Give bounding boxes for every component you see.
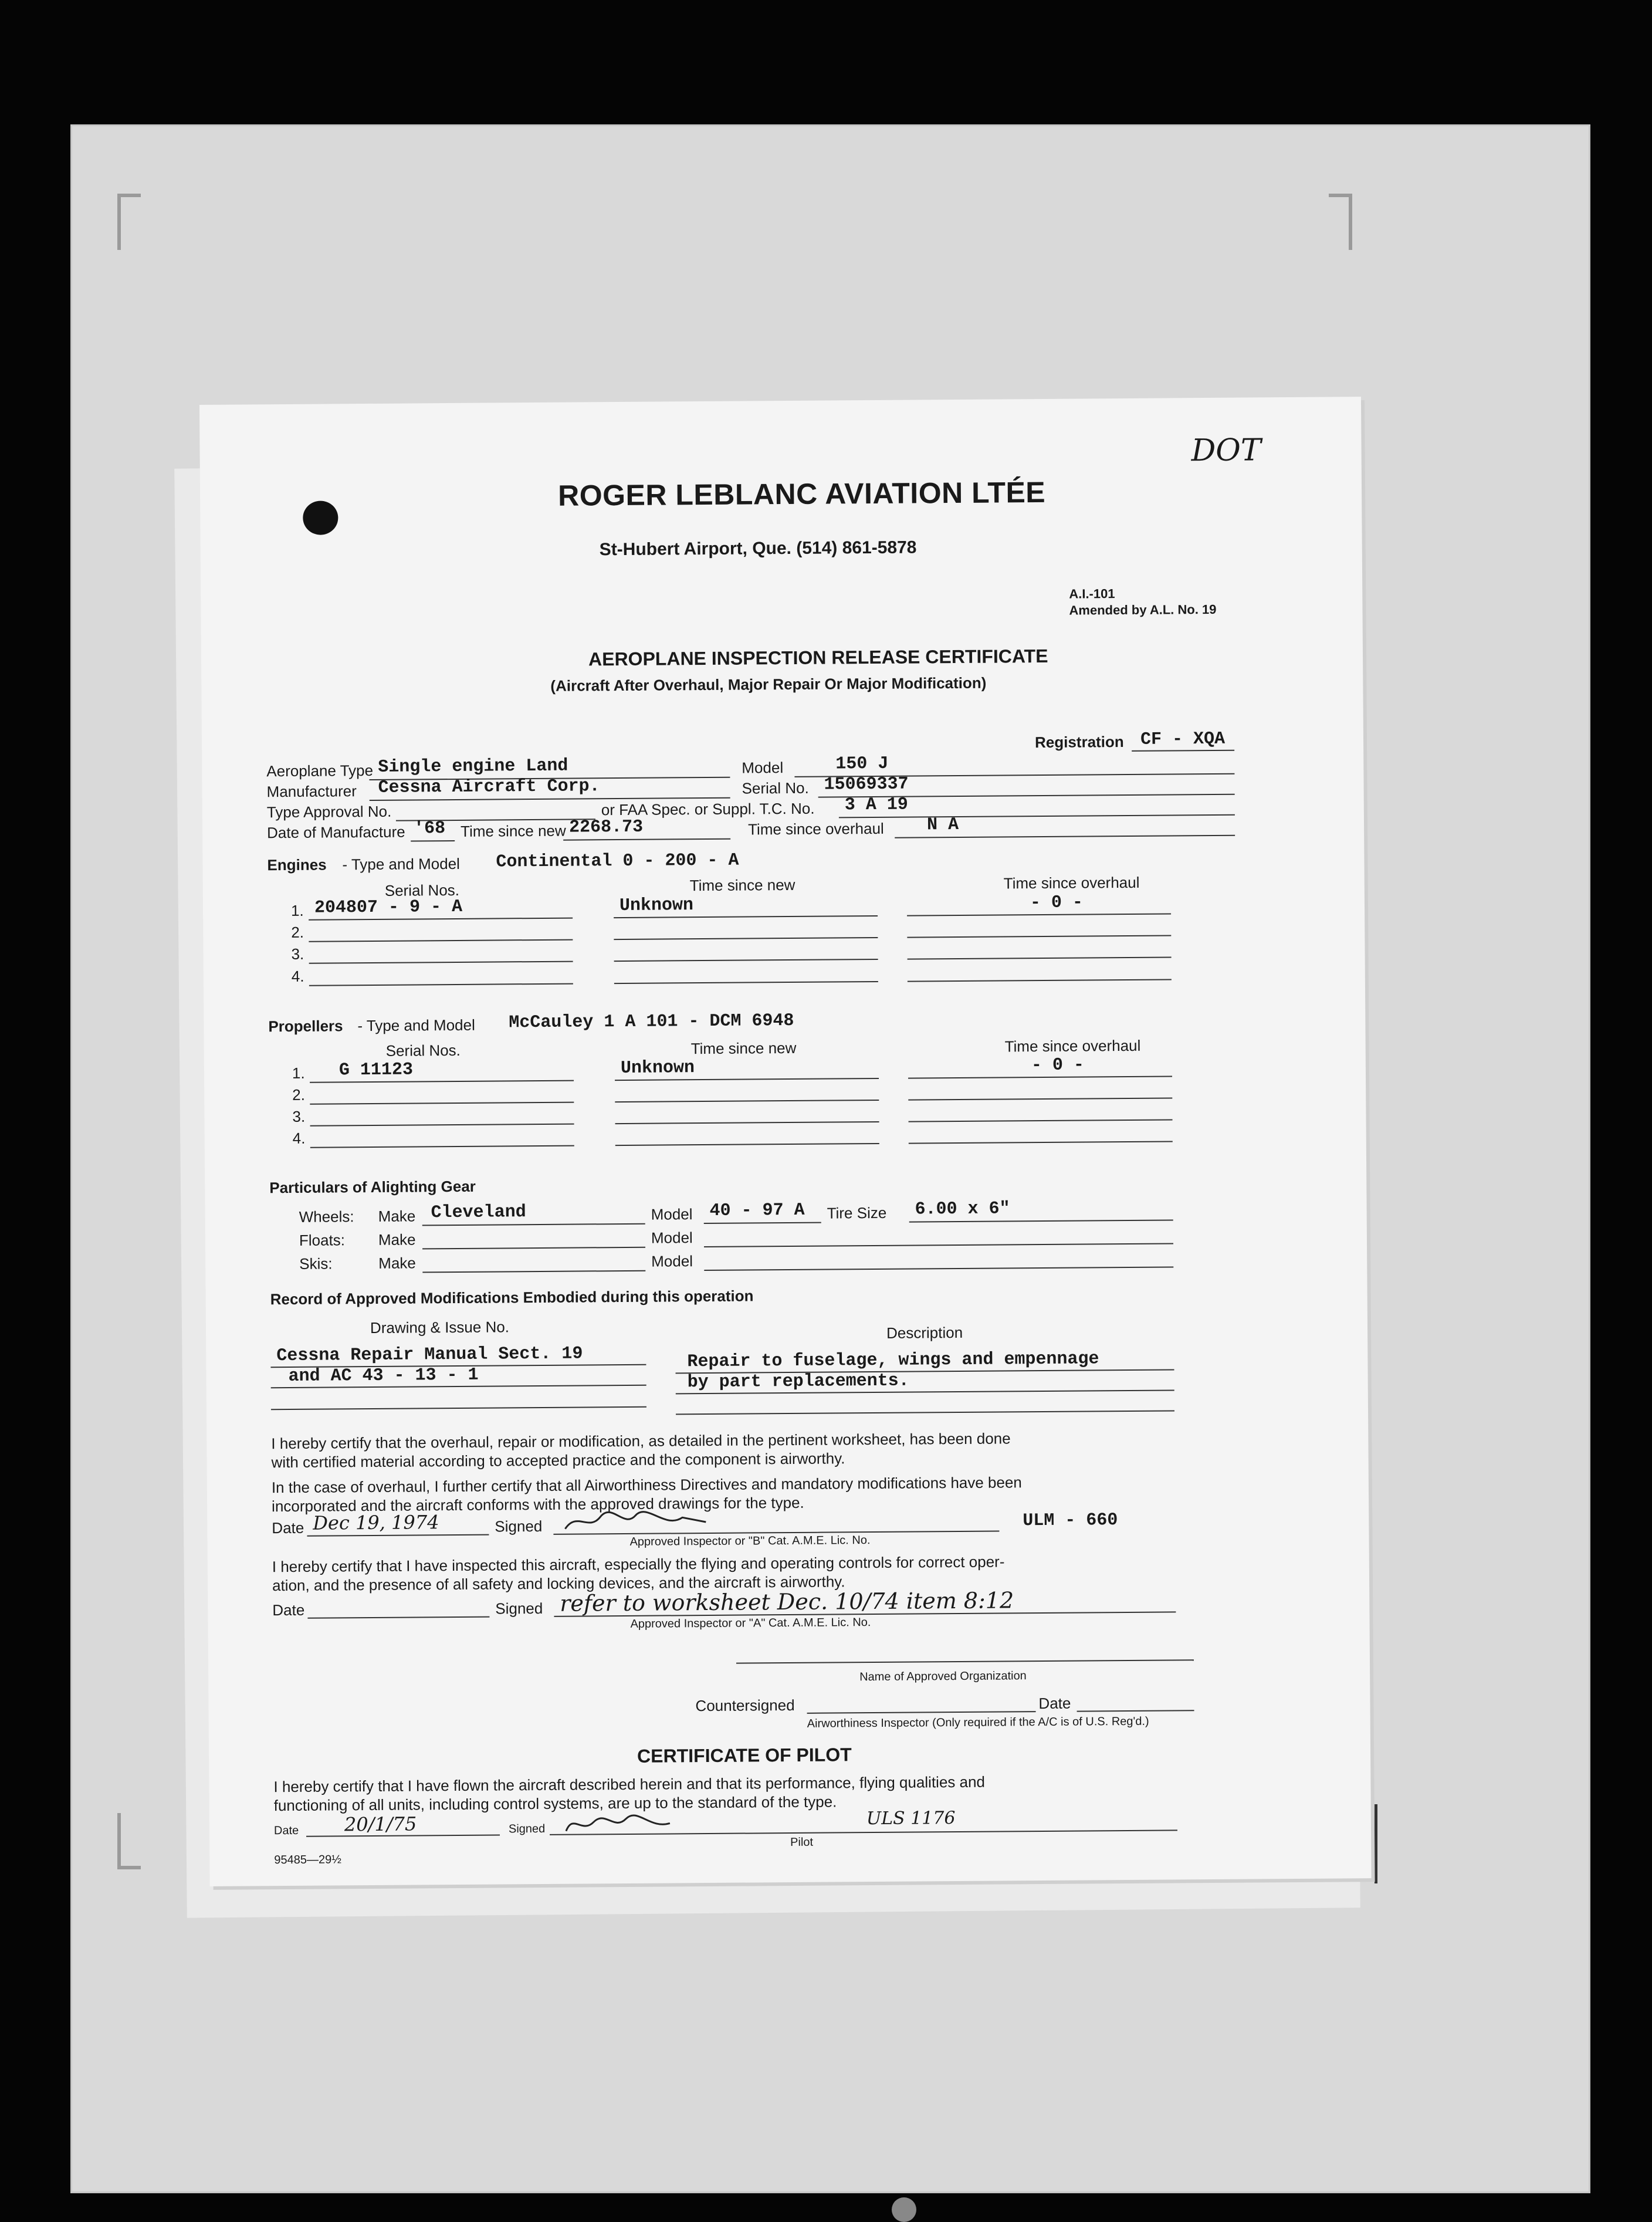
time-new-value: 2268.73: [568, 817, 644, 838]
propellers-col-overhaul: Time since overhaul: [1004, 1036, 1141, 1056]
engines-col-new: Time since new: [689, 875, 795, 895]
pilot-para-line-1: I hereby certify that I have flown the aircraft described herein and that its performance, flying qualities and: [273, 1773, 986, 1796]
propeller-1-time-overhaul: - 0 -: [1031, 1055, 1085, 1076]
signed-label-1: Signed: [495, 1517, 543, 1536]
form-code: A.I.-101: [1069, 586, 1115, 601]
corner-mark-top-left: [117, 194, 141, 250]
serial-value: 15069337: [824, 774, 909, 795]
type-approval-label: Type Approval No.: [266, 802, 392, 821]
date-label-2: Date: [272, 1601, 305, 1619]
pilot-signed-label: Signed: [508, 1822, 546, 1836]
corner-mark-bottom-left: [117, 1813, 141, 1869]
certificate-title: AEROPLANE INSPECTION RELEASE CERTIFICATE: [588, 645, 1048, 670]
propeller-row-1-num: 1.: [292, 1064, 305, 1082]
corner-note: DOT: [1191, 432, 1261, 469]
a-inspector-caption: Approved Inspector or "A" Cat. A.M.E. Lic. No.: [630, 1616, 871, 1631]
time-new-label: Time since new: [460, 821, 566, 840]
mods-desc-2: by part replacements.: [687, 1371, 909, 1393]
propeller-row-3-num: 3.: [292, 1107, 306, 1125]
cert-para-3-line-1: I hereby certify that I have inspected this aircraft, especially the flying and operating controls for correct oper-: [272, 1553, 1005, 1576]
mods-drawing-2: and AC 43 - 13 - 1: [288, 1365, 479, 1386]
engine-1-serial: 204807 - 9 - A: [314, 897, 463, 918]
countersigned-date-label: Date: [1038, 1694, 1071, 1713]
mods-drawing-1: Cessna Repair Manual Sect. 19: [276, 1344, 583, 1367]
amendment-note: Amended by A.L. No. 19: [1069, 601, 1217, 618]
propellers-sublabel: - Type and Model: [357, 1016, 475, 1035]
wheels-label: Wheels:: [299, 1208, 354, 1226]
skis-model-label: Model: [651, 1252, 693, 1270]
engines-col-overhaul: Time since overhaul: [1003, 873, 1140, 892]
airworthiness-caption: Airworthiness Inspector (Only required if the A/C is of U.S. Reg'd.): [807, 1714, 1149, 1730]
mods-label: Record of Approved Modifications Embodied during this operation: [270, 1287, 754, 1308]
b-inspector-caption: Approved Inspector or "B" Cat. A.M.E. Lic. No.: [629, 1534, 871, 1548]
manufacturer-value: Cessna Aircraft Corp.: [378, 776, 600, 798]
propellers-col-serial: Serial Nos.: [385, 1041, 461, 1060]
engine-1-time-new: Unknown: [619, 895, 694, 916]
engine-row-3-num: 3.: [291, 945, 304, 963]
model-value: 150 J: [835, 753, 889, 775]
faa-value: 3 A 19: [844, 794, 908, 816]
pilot-license-value: ULS 1176: [866, 1808, 956, 1829]
signed-value-2: refer to worksheet Dec. 10/74 item 8:12: [560, 1587, 1014, 1616]
skis-label: Skis:: [299, 1254, 333, 1273]
model-label: Model: [742, 759, 784, 777]
pilot-cert-title: CERTIFICATE OF PILOT: [637, 1744, 852, 1767]
propellers-col-new: Time since new: [690, 1039, 797, 1058]
cert-para-2-line-2: incorporated and the aircraft conforms with the approved drawings for the type.: [272, 1493, 804, 1516]
company-name: ROGER LEBLANC AVIATION LTÉE: [557, 475, 1046, 512]
gear-label: Particulars of Alighting Gear: [269, 1177, 476, 1197]
cert-para-1-line-2: with certified material according to accepted practice and the component is airworthy.: [271, 1449, 845, 1472]
aeroplane-type-label: Aeroplane Type: [266, 761, 374, 780]
pilot-date-value: 20/1/75: [344, 1812, 417, 1836]
wheels-model-label: Model: [651, 1205, 693, 1223]
engines-col-serial: Serial Nos.: [384, 881, 460, 899]
signed-label-2: Signed: [495, 1599, 543, 1618]
time-overhaul-line: [895, 835, 1235, 838]
corner-mark-top-right: [1329, 194, 1352, 250]
engines-type-model: Continental 0 - 200 - A: [496, 850, 739, 872]
registration-label: Registration: [1034, 733, 1124, 752]
faa-label: or FAA Spec. or Suppl. T.C. No.: [601, 799, 815, 819]
pilot-caption: Pilot: [790, 1835, 814, 1849]
certificate-subtitle: (Aircraft After Overhaul, Major Repair Or Major Modification): [550, 674, 987, 695]
engine-row-1-num: 1.: [290, 901, 304, 919]
certificate-document: [199, 397, 1372, 1886]
tire-size-label: Tire Size: [827, 1203, 887, 1222]
engines-label: Engines: [267, 855, 327, 874]
propeller-1-serial: G 11123: [338, 1060, 414, 1081]
floats-make-label: Make: [378, 1230, 416, 1249]
registration-value: CF - XQA: [1140, 729, 1226, 750]
pilot-para-line-2: functioning of all units, including control systems, are up to the standard of the type.: [273, 1793, 837, 1815]
date-label-1: Date: [272, 1518, 304, 1537]
engine-row-2-num: 2.: [291, 923, 304, 941]
date-manufacture-label: Date of Manufacture: [266, 823, 405, 842]
time-overhaul-value: N A: [926, 814, 959, 836]
margin-bar: [1375, 1804, 1377, 1883]
pilot-date-label: Date: [273, 1824, 299, 1838]
cert-para-3-line-2: ation, and the presence of all safety and locking devices, and the aircraft is airworthy.: [272, 1572, 845, 1595]
engine-1-time-overhaul: - 0 -: [1030, 892, 1084, 914]
time-new-line: [563, 838, 730, 841]
aeroplane-type-value: Single engine Land: [378, 756, 568, 777]
manufacturer-label: Manufacturer: [266, 782, 357, 801]
propellers-type-model: McCauley 1 A 101 - DCM 6948: [509, 1010, 794, 1033]
time-overhaul-label: Time since overhaul: [747, 819, 884, 838]
date-manufacture-value: '68: [413, 819, 446, 839]
b-license-value: ULM - 660: [1023, 1510, 1118, 1531]
cert-para-1-line-1: I hereby certify that the overhaul, repair or modification, as detailed in the pertinent worksheet, has been done: [271, 1429, 1011, 1453]
mods-col-description: Description: [886, 1323, 963, 1342]
tire-size-value: 6.00 x 6": [915, 1199, 1010, 1220]
registration-line: [1132, 750, 1234, 752]
date-value-1: Dec 19, 1974: [313, 1511, 439, 1534]
wheels-make-label: Make: [378, 1207, 416, 1225]
propeller-row-2-num: 2.: [292, 1085, 306, 1104]
company-address: St-Hubert Airport, Que. (514) 861-5878: [599, 537, 917, 560]
cert-para-2-line-1: In the case of overhaul, I further certify that all Airworthiness Directives and mandatory modifications have been: [271, 1473, 1022, 1497]
serial-label: Serial No.: [742, 779, 809, 797]
date-manufacture-line: [411, 840, 455, 842]
wheels-make-value: Cleveland: [431, 1202, 526, 1223]
floats-model-label: Model: [651, 1229, 693, 1247]
punch-hole: [303, 500, 338, 535]
wheels-model-value: 40 - 97 A: [709, 1200, 805, 1221]
floats-label: Floats:: [299, 1231, 346, 1249]
propellers-label: Propellers: [268, 1017, 343, 1036]
engine-row-4-num: 4.: [291, 967, 304, 985]
countersigned-label: Countersigned: [695, 1696, 795, 1715]
engines-sublabel: - Type and Model: [342, 854, 460, 874]
mods-desc-1: Repair to fuselage, wings and empennage: [687, 1349, 1099, 1372]
propeller-1-time-new: Unknown: [620, 1058, 695, 1079]
organization-caption: Name of Approved Organization: [859, 1669, 1027, 1684]
propeller-row-4-num: 4.: [292, 1129, 306, 1147]
skis-make-label: Make: [378, 1254, 416, 1272]
registration-dot: [892, 2197, 916, 2222]
form-number: 95485—29½: [274, 1853, 341, 1867]
mods-col-drawing: Drawing & Issue No.: [370, 1318, 510, 1337]
